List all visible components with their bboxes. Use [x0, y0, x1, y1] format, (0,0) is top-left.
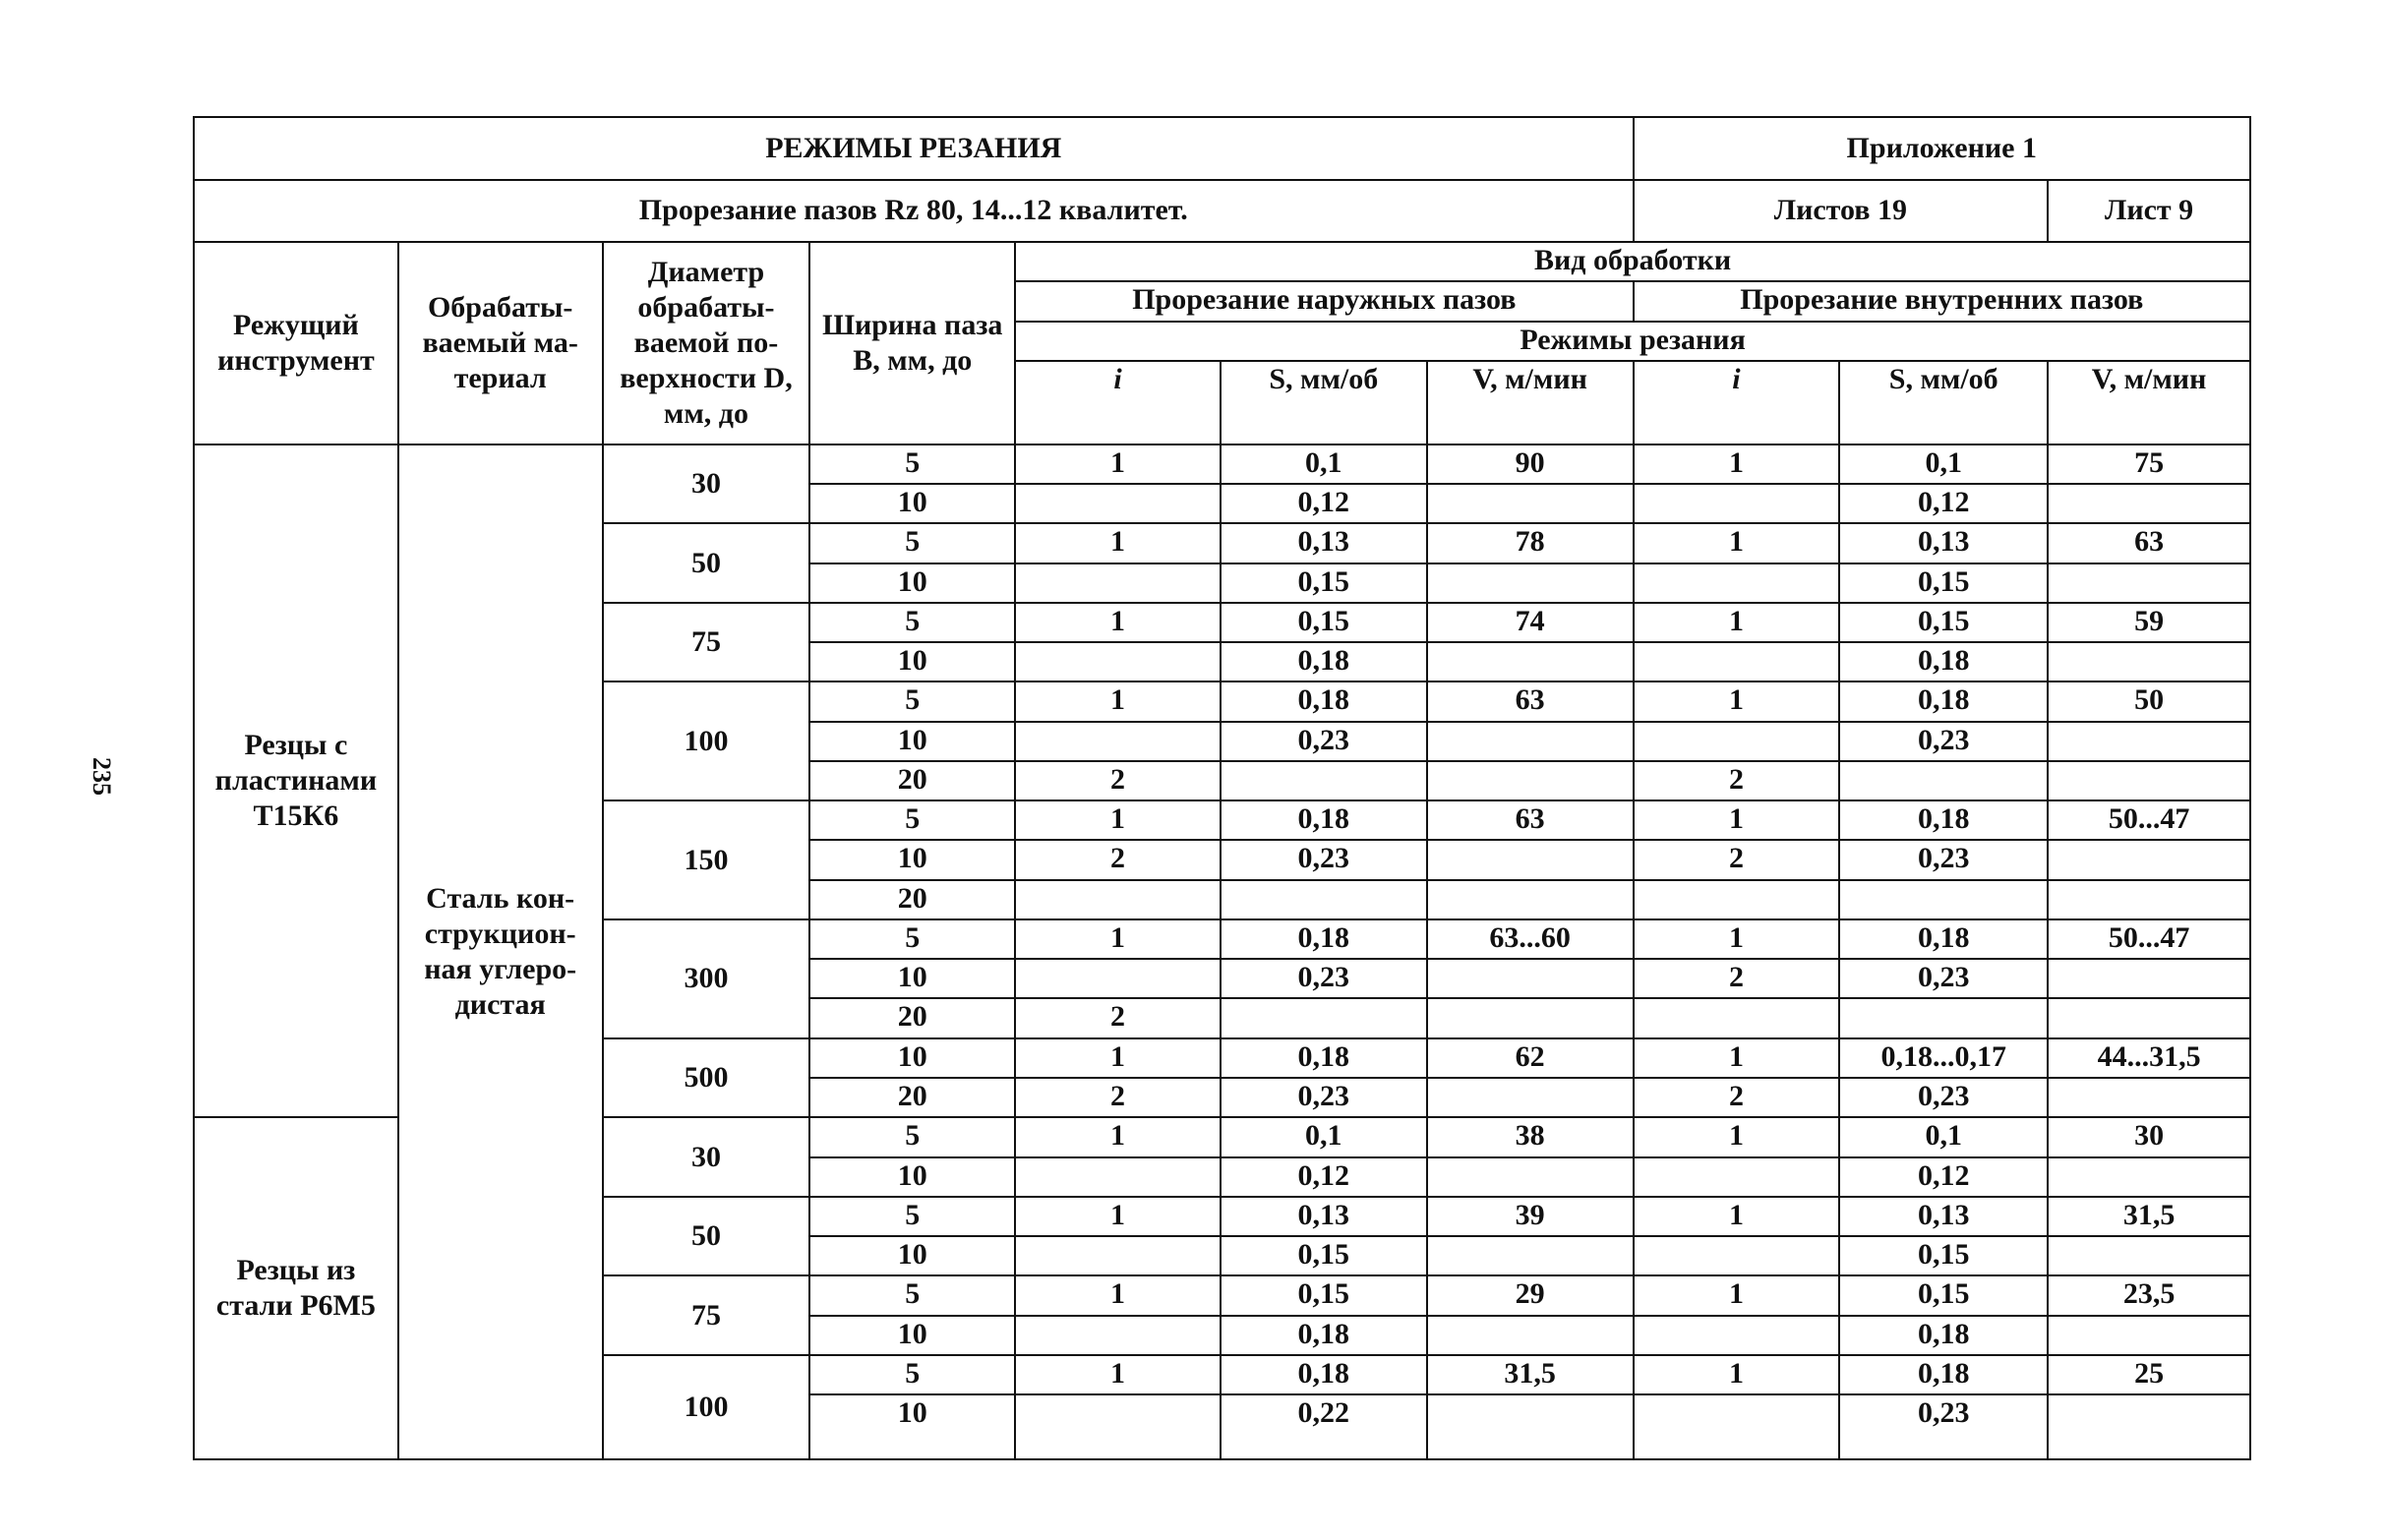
- cell-iv: [2048, 563, 2250, 603]
- cell-is: 0,15: [1839, 1236, 2048, 1275]
- cell-os: 0,15: [1221, 563, 1427, 603]
- cell-os: 0,22: [1221, 1394, 1427, 1459]
- cell-ov: 78: [1427, 523, 1634, 563]
- tool-t15k6: Резцы с пластинами Т15К6: [194, 444, 398, 1118]
- cell-b: 10: [809, 722, 1015, 761]
- cell-os: 0,12: [1221, 1157, 1427, 1197]
- col-header-modes: Режимы резания: [1015, 322, 2250, 361]
- cell-ov: [1427, 722, 1634, 761]
- col-header-material: Обрабаты- ваемый ма- териал: [398, 242, 603, 444]
- cell-oi: 1: [1015, 919, 1221, 959]
- cell-ii: 1: [1634, 1117, 1840, 1156]
- cell-ii: 1: [1634, 1038, 1840, 1078]
- cell-os: 0,1: [1221, 1117, 1427, 1156]
- cell-os: 0,18: [1221, 919, 1427, 959]
- col-header-outer-i: i: [1015, 361, 1221, 444]
- cell-ov: [1427, 1394, 1634, 1459]
- cell-os: 0,1: [1221, 444, 1427, 484]
- cell-b: 10: [809, 959, 1015, 998]
- cell-os: 0,13: [1221, 1197, 1427, 1236]
- cell-os: 0,15: [1221, 1275, 1427, 1315]
- cell-iv: [2048, 1316, 2250, 1355]
- cell-ov: [1427, 998, 1634, 1037]
- cell-b: 5: [809, 523, 1015, 563]
- cell-is: 0,23: [1839, 840, 2048, 879]
- col-header-processing-type: Вид обработки: [1015, 242, 2250, 281]
- cell-is: 0,1: [1839, 1117, 2048, 1156]
- cell-os: 0,23: [1221, 1078, 1427, 1117]
- cell-os: 0,13: [1221, 523, 1427, 563]
- cell-is: 0,15: [1839, 563, 2048, 603]
- cell-is: 0,18...0,17: [1839, 1038, 2048, 1078]
- cell-iv: 50: [2048, 681, 2250, 721]
- cell-oi: 2: [1015, 998, 1221, 1037]
- cell-ov: 63...60: [1427, 919, 1634, 959]
- cell-oi: 1: [1015, 603, 1221, 642]
- cell-iv: [2048, 840, 2250, 879]
- cell-ov: [1427, 1316, 1634, 1355]
- cell-is: 0,23: [1839, 1394, 2048, 1459]
- cell-b: 10: [809, 1236, 1015, 1275]
- cell-ov: 63: [1427, 800, 1634, 840]
- cell-ii: 1: [1634, 523, 1840, 563]
- diameter-cell: 75: [603, 1275, 810, 1355]
- cell-iv: 63: [2048, 523, 2250, 563]
- diameter-cell: 50: [603, 523, 810, 603]
- cell-oi: 1: [1015, 1355, 1221, 1394]
- cell-b: 10: [809, 642, 1015, 681]
- cell-is: 0,13: [1839, 1197, 2048, 1236]
- cell-oi: [1015, 563, 1221, 603]
- cell-b: 5: [809, 919, 1015, 959]
- cell-iv: [2048, 1394, 2250, 1459]
- cell-oi: 2: [1015, 1078, 1221, 1117]
- cell-is: 0,18: [1839, 681, 2048, 721]
- cell-is: [1839, 880, 2048, 919]
- cell-ov: 29: [1427, 1275, 1634, 1315]
- cell-oi: 1: [1015, 1275, 1221, 1315]
- cell-oi: 1: [1015, 800, 1221, 840]
- cell-ov: 39: [1427, 1197, 1634, 1236]
- cell-is: 0,23: [1839, 1078, 2048, 1117]
- cell-ov: [1427, 642, 1634, 681]
- cell-oi: 1: [1015, 1038, 1221, 1078]
- diameter-cell: 30: [603, 444, 810, 524]
- cell-iv: 23,5: [2048, 1275, 2250, 1315]
- cell-iv: [2048, 642, 2250, 681]
- diameter-cell: 300: [603, 919, 810, 1038]
- cell-ii: 2: [1634, 761, 1840, 800]
- cell-iv: [2048, 484, 2250, 523]
- cell-oi: [1015, 1316, 1221, 1355]
- cell-b: 10: [809, 840, 1015, 879]
- cell-ov: [1427, 484, 1634, 523]
- cell-b: 5: [809, 1117, 1015, 1156]
- diameter-cell: 500: [603, 1038, 810, 1118]
- cell-ov: [1427, 563, 1634, 603]
- cell-b: 5: [809, 603, 1015, 642]
- cell-os: [1221, 880, 1427, 919]
- cell-ii: 1: [1634, 919, 1840, 959]
- cell-ov: [1427, 1157, 1634, 1197]
- col-header-inner-v: V, м/мин: [2048, 361, 2250, 444]
- cell-os: 0,15: [1221, 603, 1427, 642]
- cell-iv: 44...31,5: [2048, 1038, 2250, 1078]
- cell-b: 10: [809, 1394, 1015, 1459]
- col-header-outer-v: V, м/мин: [1427, 361, 1634, 444]
- cell-b: 20: [809, 761, 1015, 800]
- table-row: [194, 444, 2250, 484]
- cell-os: 0,18: [1221, 681, 1427, 721]
- cell-is: 0,23: [1839, 959, 2048, 998]
- cell-is: 0,18: [1839, 919, 2048, 959]
- cell-oi: 1: [1015, 444, 1221, 484]
- cell-ii: 2: [1634, 1078, 1840, 1117]
- diameter-cell: 100: [603, 681, 810, 800]
- cell-b: 5: [809, 681, 1015, 721]
- cell-b: 10: [809, 1316, 1015, 1355]
- cell-is: 0,13: [1839, 523, 2048, 563]
- col-header-inner-i: i: [1634, 361, 1840, 444]
- cell-oi: 1: [1015, 681, 1221, 721]
- col-header-diameter: Диаметр обрабаты- ваемой по- верхности D, мм, до: [603, 242, 810, 444]
- col-header-inner-s: S, мм/об: [1839, 361, 2048, 444]
- col-header-inner: Прорезание внутренних пазов: [1634, 281, 2250, 321]
- cell-ov: [1427, 761, 1634, 800]
- cell-oi: [1015, 1236, 1221, 1275]
- cell-iv: [2048, 959, 2250, 998]
- cell-os: 0,18: [1221, 800, 1427, 840]
- cell-os: 0,18: [1221, 1355, 1427, 1394]
- cell-b: 5: [809, 1355, 1015, 1394]
- cell-iv: 25: [2048, 1355, 2250, 1394]
- cell-ii: 2: [1634, 840, 1840, 879]
- cell-oi: [1015, 642, 1221, 681]
- cell-is: 0,18: [1839, 1316, 2048, 1355]
- appendix-label: Приложение 1: [1634, 117, 2250, 180]
- cell-b: 5: [809, 1275, 1015, 1315]
- cell-is: 0,12: [1839, 484, 2048, 523]
- cell-iv: 59: [2048, 603, 2250, 642]
- cell-os: 0,18: [1221, 642, 1427, 681]
- cell-ii: [1634, 484, 1840, 523]
- cell-ii: [1634, 880, 1840, 919]
- cell-ii: [1634, 1157, 1840, 1197]
- sheets-total: Листов 19: [1634, 180, 2049, 243]
- cell-ii: [1634, 1236, 1840, 1275]
- sheet-number: Лист 9: [2048, 180, 2250, 243]
- cell-b: 5: [809, 444, 1015, 484]
- tool-p6m5: Резцы из стали Р6М5: [194, 1117, 398, 1459]
- cell-os: 0,12: [1221, 484, 1427, 523]
- cell-b: 10: [809, 563, 1015, 603]
- cell-iv: 75: [2048, 444, 2250, 484]
- page-number: 235: [88, 757, 116, 796]
- cell-ov: 38: [1427, 1117, 1634, 1156]
- diameter-cell: 150: [603, 800, 810, 919]
- cell-b: 20: [809, 998, 1015, 1037]
- cell-ii: [1634, 998, 1840, 1037]
- cell-is: 0,15: [1839, 1275, 2048, 1315]
- cell-ov: 62: [1427, 1038, 1634, 1078]
- cell-iv: [2048, 1236, 2250, 1275]
- cell-is: 0,12: [1839, 1157, 2048, 1197]
- cell-ov: [1427, 1236, 1634, 1275]
- cell-oi: 1: [1015, 523, 1221, 563]
- cell-b: 10: [809, 1157, 1015, 1197]
- cell-ov: 31,5: [1427, 1355, 1634, 1394]
- cell-ii: [1634, 1394, 1840, 1459]
- material-cell: Сталь кон- струкцион- ная углеро- дистая: [398, 444, 603, 1459]
- cell-b: 10: [809, 1038, 1015, 1078]
- cell-b: 20: [809, 1078, 1015, 1117]
- cell-ii: 1: [1634, 1355, 1840, 1394]
- cell-ov: 74: [1427, 603, 1634, 642]
- cell-oi: 1: [1015, 1117, 1221, 1156]
- cell-b: 10: [809, 484, 1015, 523]
- diameter-cell: 50: [603, 1197, 810, 1276]
- col-header-tool: Режущий инструмент: [194, 242, 398, 444]
- cell-ov: [1427, 880, 1634, 919]
- cell-ov: [1427, 959, 1634, 998]
- cell-os: 0,18: [1221, 1316, 1427, 1355]
- cell-oi: [1015, 484, 1221, 523]
- cutting-modes-table: [193, 116, 2251, 1460]
- cell-os: [1221, 761, 1427, 800]
- cell-iv: [2048, 1078, 2250, 1117]
- cell-ii: [1634, 1316, 1840, 1355]
- cell-os: 0,23: [1221, 840, 1427, 879]
- cell-iv: 31,5: [2048, 1197, 2250, 1236]
- cell-os: 0,23: [1221, 959, 1427, 998]
- cell-is: 0,23: [1839, 722, 2048, 761]
- cell-b: 20: [809, 880, 1015, 919]
- cell-is: 0,15: [1839, 603, 2048, 642]
- cell-is: [1839, 761, 2048, 800]
- cell-is: 0,18: [1839, 642, 2048, 681]
- cell-b: 5: [809, 1197, 1015, 1236]
- cell-oi: 2: [1015, 840, 1221, 879]
- cell-iv: [2048, 998, 2250, 1037]
- cell-oi: [1015, 880, 1221, 919]
- cell-ii: [1634, 563, 1840, 603]
- cell-iv: [2048, 722, 2250, 761]
- cell-ii: 1: [1634, 603, 1840, 642]
- cell-oi: [1015, 1157, 1221, 1197]
- cell-b: 5: [809, 800, 1015, 840]
- document-subtitle: Прорезание пазов Rz 80, 14...12 квалитет.: [194, 180, 1634, 243]
- cell-ov: [1427, 840, 1634, 879]
- cell-ii: [1634, 722, 1840, 761]
- cell-os: 0,23: [1221, 722, 1427, 761]
- cell-iv: 30: [2048, 1117, 2250, 1156]
- cell-ii: [1634, 642, 1840, 681]
- cell-ii: 1: [1634, 1275, 1840, 1315]
- cell-iv: 50...47: [2048, 800, 2250, 840]
- cell-is: 0,18: [1839, 800, 2048, 840]
- cell-ov: [1427, 1078, 1634, 1117]
- cell-iv: [2048, 1157, 2250, 1197]
- cell-ii: 2: [1634, 959, 1840, 998]
- cell-os: 0,18: [1221, 1038, 1427, 1078]
- col-header-outer: Прорезание наружных пазов: [1015, 281, 1633, 321]
- cell-oi: [1015, 959, 1221, 998]
- cell-oi: [1015, 722, 1221, 761]
- cell-is: 0,1: [1839, 444, 2048, 484]
- cell-os: 0,15: [1221, 1236, 1427, 1275]
- cell-is: 0,18: [1839, 1355, 2048, 1394]
- cell-is: [1839, 998, 2048, 1037]
- diameter-cell: 100: [603, 1355, 810, 1459]
- document-title: РЕЖИМЫ РЕЗАНИЯ: [194, 117, 1634, 180]
- cell-iv: [2048, 761, 2250, 800]
- cell-oi: 1: [1015, 1197, 1221, 1236]
- cell-ii: 1: [1634, 800, 1840, 840]
- cell-oi: 2: [1015, 761, 1221, 800]
- cell-ii: 1: [1634, 681, 1840, 721]
- cell-ii: 1: [1634, 444, 1840, 484]
- cell-iv: 50...47: [2048, 919, 2250, 959]
- col-header-outer-s: S, мм/об: [1221, 361, 1427, 444]
- diameter-cell: 30: [603, 1117, 810, 1197]
- cell-ov: 90: [1427, 444, 1634, 484]
- cell-ov: 63: [1427, 681, 1634, 721]
- col-header-width: Ширина паза B, мм, до: [809, 242, 1015, 444]
- cell-iv: [2048, 880, 2250, 919]
- cell-ii: 1: [1634, 1197, 1840, 1236]
- diameter-cell: 75: [603, 603, 810, 682]
- cell-oi: [1015, 1394, 1221, 1459]
- cell-os: [1221, 998, 1427, 1037]
